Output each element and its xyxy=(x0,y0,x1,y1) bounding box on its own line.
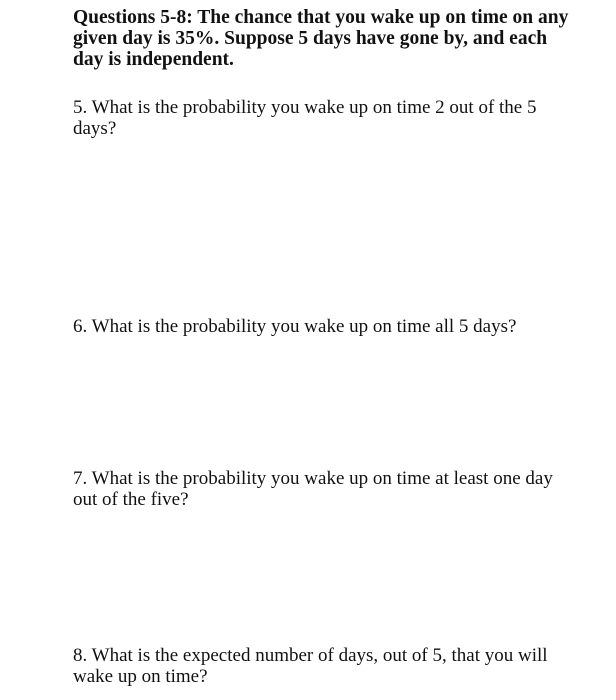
question-6: 6. What is the probability you wake up on time all 5 days? xyxy=(73,316,517,337)
question-8: 8. What is the expected number of days, out of 5, that you will wake up on time? xyxy=(73,645,548,687)
questions-heading: Questions 5-8: The chance that you wake up on time on any given day is 35%. Suppose 5 days have gone by, and each day is independent. xyxy=(73,7,569,70)
question-7: 7. What is the probability you wake up on time at least one day out of the five? xyxy=(73,468,553,510)
question-5: 5. What is the probability you wake up on time 2 out of the 5 days? xyxy=(73,97,537,139)
worksheet-page xyxy=(73,0,593,700)
